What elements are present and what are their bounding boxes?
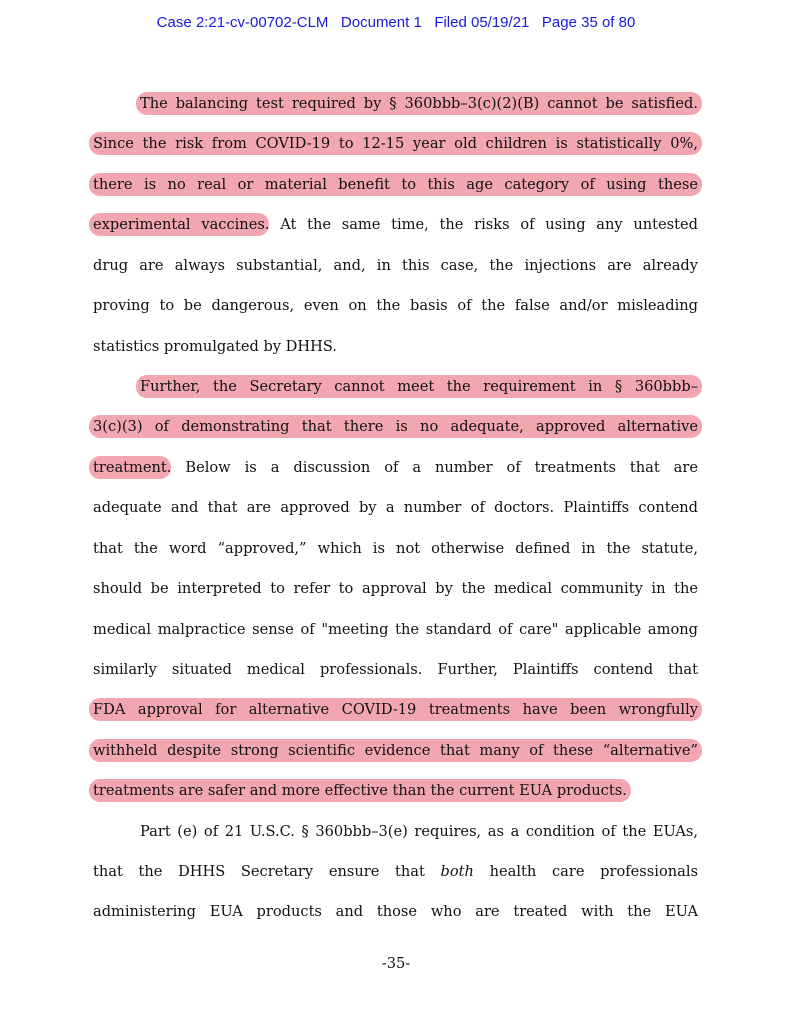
text-line: proving to be dangerous, even on the basis of the false and/or misleading	[93, 297, 698, 314]
text-line	[93, 213, 698, 237]
text-segment: that the DHHS Secretary ensure that	[93, 863, 441, 880]
case-number: Case 2:21-cv-00702-CLM	[156, 14, 329, 31]
text-line: similarly situated medical professionals. Further, Plaintiffs contend that	[93, 661, 698, 678]
highlight: there is no real or material benefit to this age category of using these	[89, 173, 702, 196]
text-segment: . Below is a discussion of a number of treatments that are	[166, 459, 698, 476]
text-line	[93, 860, 698, 884]
page-indicator: Page 35 of 80	[541, 14, 636, 31]
filed-date: Filed 05/19/21	[434, 14, 530, 31]
text-line	[93, 779, 698, 803]
text-segment: . At the same time, the risks of using any untested	[264, 216, 698, 233]
text-line: Part (e) of 21 U.S.C. § 360bbb–3(e) requires, as a condition of the EUAs,	[140, 823, 698, 840]
text-line	[93, 173, 698, 197]
text-line	[93, 739, 698, 763]
page-number: -35-	[381, 955, 411, 972]
text-line: drug are always substantial, and, in this case, the injections are already	[93, 257, 698, 274]
highlight: treatments are safer and more effective than the current EUA products.	[89, 779, 631, 802]
text-line	[93, 456, 698, 480]
text-line	[93, 415, 698, 439]
highlight: treatment	[89, 456, 171, 479]
highlight: FDA approval for alternative COVID-19 treatments have been wrongfully	[89, 698, 702, 721]
text-segment: health care professionals	[473, 863, 698, 880]
highlight: Since the risk from COVID-19 to 12-15 year old children is statistically 0%,	[89, 132, 702, 155]
text-line	[140, 92, 698, 116]
case-header	[0, 14, 792, 31]
text-line: that the word “approved,” which is not otherwise defined in the statute,	[93, 540, 698, 557]
text-line: should be interpreted to refer to approval by the medical community in the	[93, 580, 698, 597]
highlight: The balancing test required by § 360bbb–3(c)(2)(B) cannot be satisfied.	[136, 92, 702, 115]
text-line: adequate and that are approved by a number of doctors. Plaintiffs contend	[93, 499, 698, 516]
highlight: Further, the Secretary cannot meet the requirement in § 360bbb–	[136, 375, 702, 398]
document-number: Document 1	[340, 14, 422, 31]
highlight: 3(c)(3) of demonstrating that there is no adequate, approved alternative	[89, 415, 702, 438]
text-line: statistics promulgated by DHHS.	[93, 338, 337, 355]
text-line	[140, 375, 698, 399]
highlight: withheld despite strong scientific evidence that many of these “alternative”	[89, 739, 702, 762]
text-line	[93, 132, 698, 156]
emphasis: both	[440, 863, 474, 880]
text-line	[93, 698, 698, 722]
text-line: administering EUA products and those who are treated with the EUA	[93, 903, 698, 920]
highlight: experimental vaccines	[89, 213, 269, 236]
text-line: medical malpractice sense of "meeting the standard of care" applicable among	[93, 621, 698, 638]
